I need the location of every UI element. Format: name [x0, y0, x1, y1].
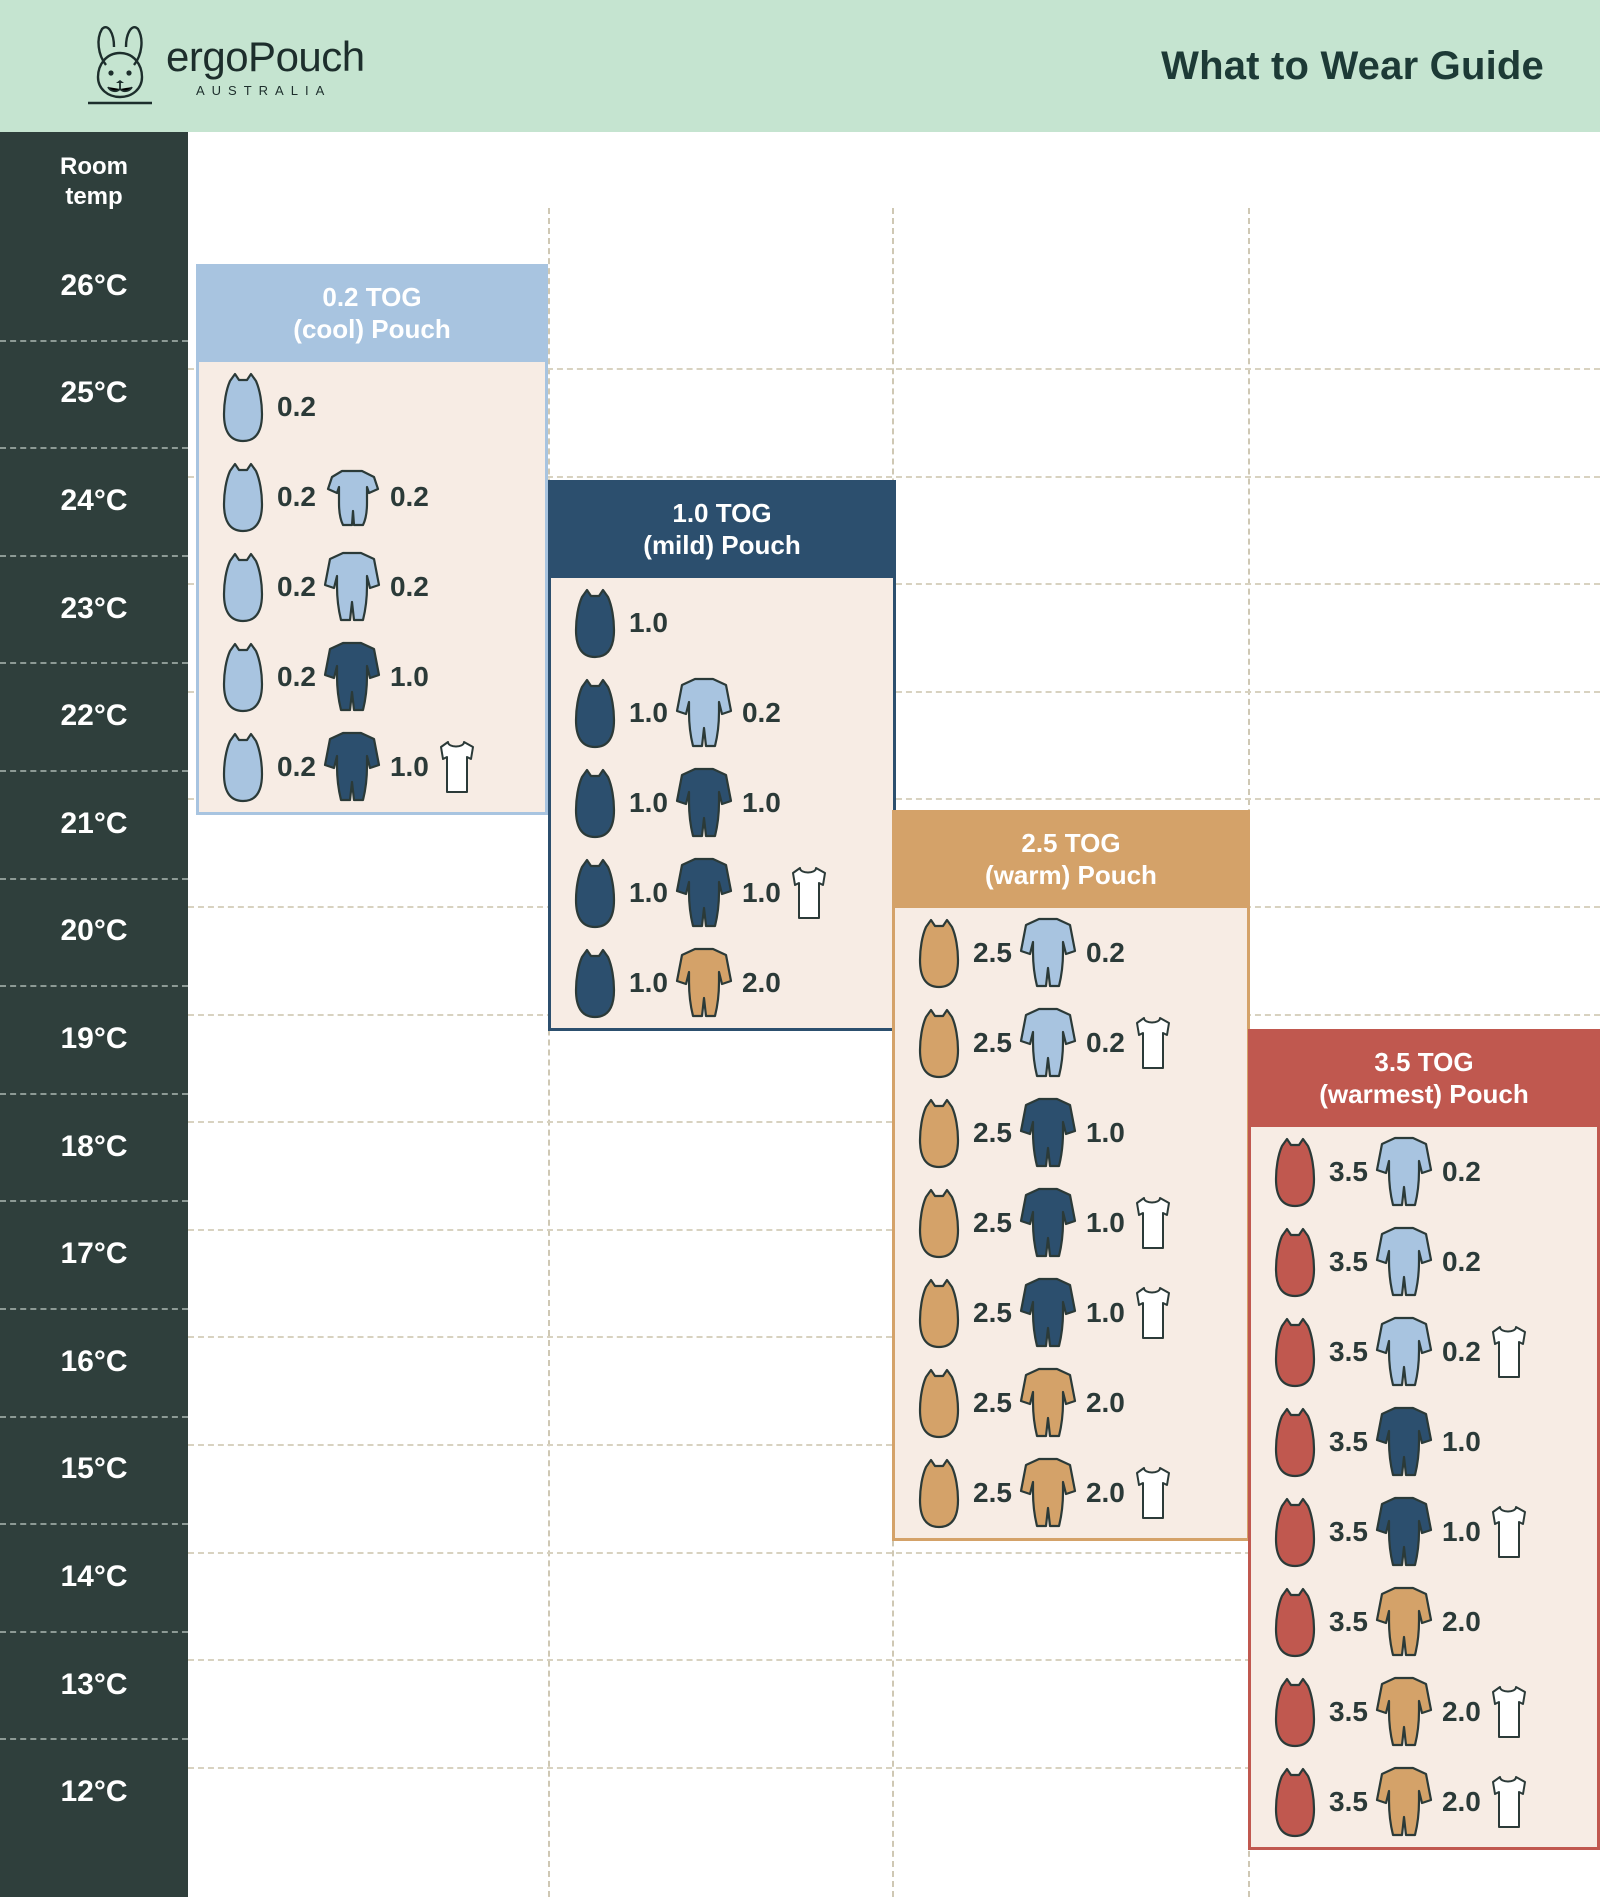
table-row	[895, 998, 1247, 1088]
temp-row-24: 24°C	[0, 447, 188, 555]
list-item	[913, 1277, 1012, 1349]
list-item	[913, 1097, 1012, 1169]
long-sleeve-onesie-icon	[1018, 1185, 1078, 1261]
sleep-bag-icon	[913, 1367, 965, 1439]
list-item	[1487, 1683, 1529, 1741]
tog-title-line2: (cool) Pouch	[293, 314, 451, 344]
list-item	[913, 1457, 1012, 1529]
sleep-bag-icon	[569, 587, 621, 659]
tog-value: 1.0	[389, 751, 429, 782]
list-item	[322, 729, 429, 805]
room-temp-header-line2: temp	[65, 183, 123, 210]
sleep-bag-icon	[1269, 1406, 1321, 1478]
list-item	[217, 461, 316, 533]
sleep-bag-icon	[569, 857, 621, 929]
tog-column-1-0	[548, 480, 896, 1031]
tog-column-3-5-header	[1248, 1029, 1600, 1127]
sleep-bag-icon	[913, 1457, 965, 1529]
bunny-logo-icon	[80, 23, 160, 109]
sleep-bag-icon	[913, 1007, 965, 1079]
list-item	[1018, 1005, 1125, 1081]
room-temp-header	[0, 132, 188, 232]
list-item	[217, 551, 316, 623]
tog-column-2-5-body	[892, 908, 1250, 1541]
tog-value: 2.5	[973, 1477, 1012, 1508]
temp-row-14: 14°C	[0, 1523, 188, 1631]
long-sleeve-onesie-icon	[322, 549, 382, 625]
long-sleeve-onesie-icon	[322, 639, 382, 715]
table-row	[199, 632, 545, 722]
temp-row-12: 12°C	[0, 1738, 188, 1846]
table-row	[199, 722, 545, 812]
tog-value: 1.0	[741, 787, 781, 818]
tog-value: 1.0	[629, 877, 668, 908]
tog-value: 2.0	[1441, 1606, 1481, 1637]
temp-row-19: 19°C	[0, 985, 188, 1093]
list-item	[217, 641, 316, 713]
tog-value: 1.0	[629, 697, 668, 728]
long-sleeve-onesie-icon	[1374, 1404, 1434, 1480]
tog-value: 1.0	[1085, 1117, 1125, 1148]
tog-value: 0.2	[1441, 1156, 1481, 1187]
table-row	[199, 452, 545, 542]
list-item	[1269, 1586, 1368, 1658]
long-sleeve-onesie-icon	[1374, 1494, 1434, 1570]
temp-row-26: 26°C	[60, 268, 128, 302]
tog-value: 3.5	[1329, 1426, 1368, 1457]
sleep-bag-icon	[1269, 1496, 1321, 1568]
list-item	[322, 466, 429, 528]
tog-value: 1.0	[389, 661, 429, 692]
tog-value: 3.5	[1329, 1156, 1368, 1187]
tog-value: 1.0	[629, 607, 668, 638]
tog-column-2-5-header	[892, 810, 1250, 908]
tog-title-line1: 2.5 TOG	[1021, 827, 1121, 858]
sleep-bag-icon	[1269, 1226, 1321, 1298]
tog-column-0-2	[196, 264, 548, 815]
long-sleeve-onesie-icon	[1018, 1455, 1078, 1531]
tog-value: 1.0	[741, 877, 781, 908]
singlet-icon	[787, 864, 829, 922]
sleep-bag-icon	[217, 461, 269, 533]
tog-value: 2.5	[973, 1387, 1012, 1418]
table-row	[1251, 1757, 1597, 1847]
tog-column-0-2-body	[196, 362, 548, 815]
temp-row-21: 21°C	[0, 770, 188, 878]
long-sleeve-onesie-icon	[674, 675, 734, 751]
sleep-bag-icon	[913, 917, 965, 989]
table-row	[199, 362, 545, 452]
table-row	[895, 1268, 1247, 1358]
singlet-icon	[1487, 1683, 1529, 1741]
list-item	[1374, 1134, 1481, 1210]
tog-value: 2.0	[1085, 1477, 1125, 1508]
table-row	[895, 1088, 1247, 1178]
tog-column-2-5	[892, 810, 1250, 1541]
table-row	[1251, 1577, 1597, 1667]
tog-title-line1: 0.2 TOG	[322, 281, 422, 312]
tog-value: 3.5	[1329, 1606, 1368, 1637]
tog-value: 0.2	[1085, 1027, 1125, 1058]
long-sleeve-onesie-icon	[322, 729, 382, 805]
tog-value: 2.0	[1085, 1387, 1125, 1418]
list-item	[1374, 1764, 1481, 1840]
table-row	[1251, 1487, 1597, 1577]
singlet-icon	[1131, 1464, 1173, 1522]
list-item	[1131, 1284, 1173, 1342]
tog-value: 0.2	[1441, 1336, 1481, 1367]
temp-row-17: 17°C	[0, 1200, 188, 1308]
long-sleeve-onesie-icon	[1374, 1674, 1434, 1750]
long-sleeve-onesie-icon	[1374, 1224, 1434, 1300]
tog-value: 0.2	[277, 481, 316, 512]
sleep-bag-icon	[569, 947, 621, 1019]
long-sleeve-onesie-icon	[1018, 1005, 1078, 1081]
list-item	[1374, 1494, 1481, 1570]
temp-row-23: 23°C	[0, 555, 188, 663]
list-item	[1018, 1095, 1125, 1171]
temp-row-16: 16°C	[0, 1308, 188, 1416]
long-sleeve-onesie-icon	[1018, 915, 1078, 991]
tog-value: 0.2	[741, 697, 781, 728]
list-item	[1018, 1365, 1125, 1441]
list-item	[1131, 1014, 1173, 1072]
list-item	[1374, 1674, 1481, 1750]
tog-title-line2: (warmest) Pouch	[1319, 1079, 1529, 1109]
list-item	[1374, 1314, 1481, 1390]
room-temp-column	[0, 132, 188, 1897]
tog-title-line2: (warm) Pouch	[985, 860, 1157, 890]
list-item	[322, 639, 429, 715]
table-row	[551, 848, 893, 938]
table-row	[551, 668, 893, 758]
tog-value: 2.5	[973, 1297, 1012, 1328]
sleep-bag-icon	[1269, 1136, 1321, 1208]
tog-value: 2.5	[973, 1117, 1012, 1148]
tog-value: 1.0	[1441, 1516, 1481, 1547]
temp-row-13: 13°C	[0, 1631, 188, 1739]
tog-title-line1: 3.5 TOG	[1374, 1046, 1474, 1077]
long-sleeve-onesie-icon	[674, 945, 734, 1021]
list-item	[674, 945, 781, 1021]
temp-row-15: 15°C	[0, 1416, 188, 1524]
table-row	[1251, 1397, 1597, 1487]
singlet-icon	[1131, 1284, 1173, 1342]
sleep-bag-icon	[217, 641, 269, 713]
list-item	[1374, 1224, 1481, 1300]
list-item	[1269, 1136, 1368, 1208]
tog-value: 3.5	[1329, 1336, 1368, 1367]
brand-name: ergoPouch	[166, 32, 365, 80]
list-item	[1269, 1226, 1368, 1298]
table-row	[895, 1448, 1247, 1538]
tog-value: 0.2	[277, 571, 316, 602]
singlet-icon	[1487, 1773, 1529, 1831]
tog-value: 0.2	[277, 751, 316, 782]
sleep-bag-icon	[569, 677, 621, 749]
tog-value: 0.2	[277, 661, 316, 692]
list-item	[1487, 1503, 1529, 1561]
sleep-bag-icon	[1269, 1766, 1321, 1838]
list-item	[1018, 1455, 1125, 1531]
list-item	[913, 1187, 1012, 1259]
tog-column-3-5	[1248, 1029, 1600, 1850]
sleep-bag-icon	[569, 767, 621, 839]
list-item	[569, 947, 668, 1019]
tog-value: 0.2	[277, 391, 316, 422]
tog-value: 1.0	[1441, 1426, 1481, 1457]
tog-column-1-0-header	[548, 480, 896, 578]
long-sleeve-onesie-icon	[674, 855, 734, 931]
singlet-icon	[1131, 1194, 1173, 1252]
list-item	[435, 738, 477, 796]
list-item	[1374, 1404, 1481, 1480]
sleep-bag-icon	[217, 551, 269, 623]
long-sleeve-onesie-icon	[1018, 1365, 1078, 1441]
list-item	[913, 1007, 1012, 1079]
table-row	[895, 1358, 1247, 1448]
long-sleeve-onesie-icon	[1374, 1764, 1434, 1840]
singlet-icon	[1487, 1503, 1529, 1561]
table-row	[895, 1178, 1247, 1268]
sleep-bag-icon	[217, 731, 269, 803]
singlet-icon	[1131, 1014, 1173, 1072]
long-sleeve-onesie-icon	[1374, 1134, 1434, 1210]
list-item	[217, 371, 316, 443]
guide-board	[0, 132, 1600, 1897]
short-sleeve-romper-icon	[322, 466, 382, 528]
list-item	[1018, 915, 1125, 991]
temp-row-25: 25°C	[0, 340, 188, 448]
room-temp-header-line1: Room	[60, 153, 128, 180]
list-item	[1018, 1275, 1125, 1351]
list-item	[1487, 1323, 1529, 1381]
list-item	[787, 864, 829, 922]
list-item	[569, 587, 668, 659]
list-item	[569, 767, 668, 839]
table-row	[1251, 1127, 1597, 1217]
tog-value: 0.2	[389, 481, 429, 512]
tog-value: 3.5	[1329, 1786, 1368, 1817]
tog-value: 0.2	[1085, 937, 1125, 968]
singlet-icon	[1487, 1323, 1529, 1381]
list-item	[674, 675, 781, 751]
tog-title-line2: (mild) Pouch	[643, 530, 801, 560]
singlet-icon	[435, 738, 477, 796]
page-header	[0, 0, 1600, 132]
tog-value: 1.0	[1085, 1297, 1125, 1328]
brand-logo-block	[80, 23, 365, 109]
brand-subtitle: AUSTRALIA	[196, 82, 332, 98]
table-row	[1251, 1217, 1597, 1307]
sleep-bag-icon	[1269, 1586, 1321, 1658]
table-row	[1251, 1307, 1597, 1397]
tog-value: 0.2	[389, 571, 429, 602]
tog-value: 2.0	[1441, 1786, 1481, 1817]
long-sleeve-onesie-icon	[1018, 1275, 1078, 1351]
tog-value: 1.0	[629, 967, 668, 998]
table-row	[895, 908, 1247, 998]
temp-row-22: 22°C	[0, 662, 188, 770]
long-sleeve-onesie-icon	[674, 765, 734, 841]
list-item	[569, 857, 668, 929]
list-item	[1269, 1316, 1368, 1388]
tog-value: 2.5	[973, 937, 1012, 968]
table-row	[551, 758, 893, 848]
tog-value: 3.5	[1329, 1696, 1368, 1727]
list-item	[674, 855, 781, 931]
tog-column-3-5-body	[1248, 1127, 1600, 1850]
tog-value: 3.5	[1329, 1516, 1368, 1547]
sleep-bag-icon	[913, 1277, 965, 1349]
list-item	[1269, 1406, 1368, 1478]
sleep-bag-icon	[1269, 1676, 1321, 1748]
grid-line-vertical	[548, 208, 550, 1897]
temp-row-20: 20°C	[0, 878, 188, 986]
sleep-bag-icon	[913, 1187, 965, 1259]
list-item	[913, 917, 1012, 989]
list-item	[1269, 1766, 1368, 1838]
tog-value: 2.0	[741, 967, 781, 998]
page-title: What to Wear Guide	[1161, 43, 1544, 88]
sleep-bag-icon	[1269, 1316, 1321, 1388]
tog-value: 2.0	[1441, 1696, 1481, 1727]
list-item	[674, 765, 781, 841]
list-item	[1018, 1185, 1125, 1261]
tog-value: 2.5	[973, 1027, 1012, 1058]
table-row	[551, 578, 893, 668]
tog-value: 3.5	[1329, 1246, 1368, 1277]
tog-column-1-0-body	[548, 578, 896, 1031]
list-item	[1131, 1464, 1173, 1522]
table-row	[199, 542, 545, 632]
tog-value: 1.0	[1085, 1207, 1125, 1238]
sleep-bag-icon	[913, 1097, 965, 1169]
tog-column-0-2-header	[196, 264, 548, 362]
list-item	[569, 677, 668, 749]
tog-value: 2.5	[973, 1207, 1012, 1238]
list-item	[217, 731, 316, 803]
long-sleeve-onesie-icon	[1374, 1584, 1434, 1660]
long-sleeve-onesie-icon	[1374, 1314, 1434, 1390]
sleep-bag-icon	[217, 371, 269, 443]
table-row	[1251, 1667, 1597, 1757]
list-item	[322, 549, 429, 625]
long-sleeve-onesie-icon	[1018, 1095, 1078, 1171]
tog-title-line1: 1.0 TOG	[672, 497, 772, 528]
tog-value: 0.2	[1441, 1246, 1481, 1277]
list-item	[1374, 1584, 1481, 1660]
list-item	[913, 1367, 1012, 1439]
table-row	[551, 938, 893, 1028]
temp-row-18: 18°C	[0, 1093, 188, 1201]
list-item	[1269, 1496, 1368, 1568]
list-item	[1131, 1194, 1173, 1252]
list-item	[1487, 1773, 1529, 1831]
tog-value: 1.0	[629, 787, 668, 818]
list-item	[1269, 1676, 1368, 1748]
